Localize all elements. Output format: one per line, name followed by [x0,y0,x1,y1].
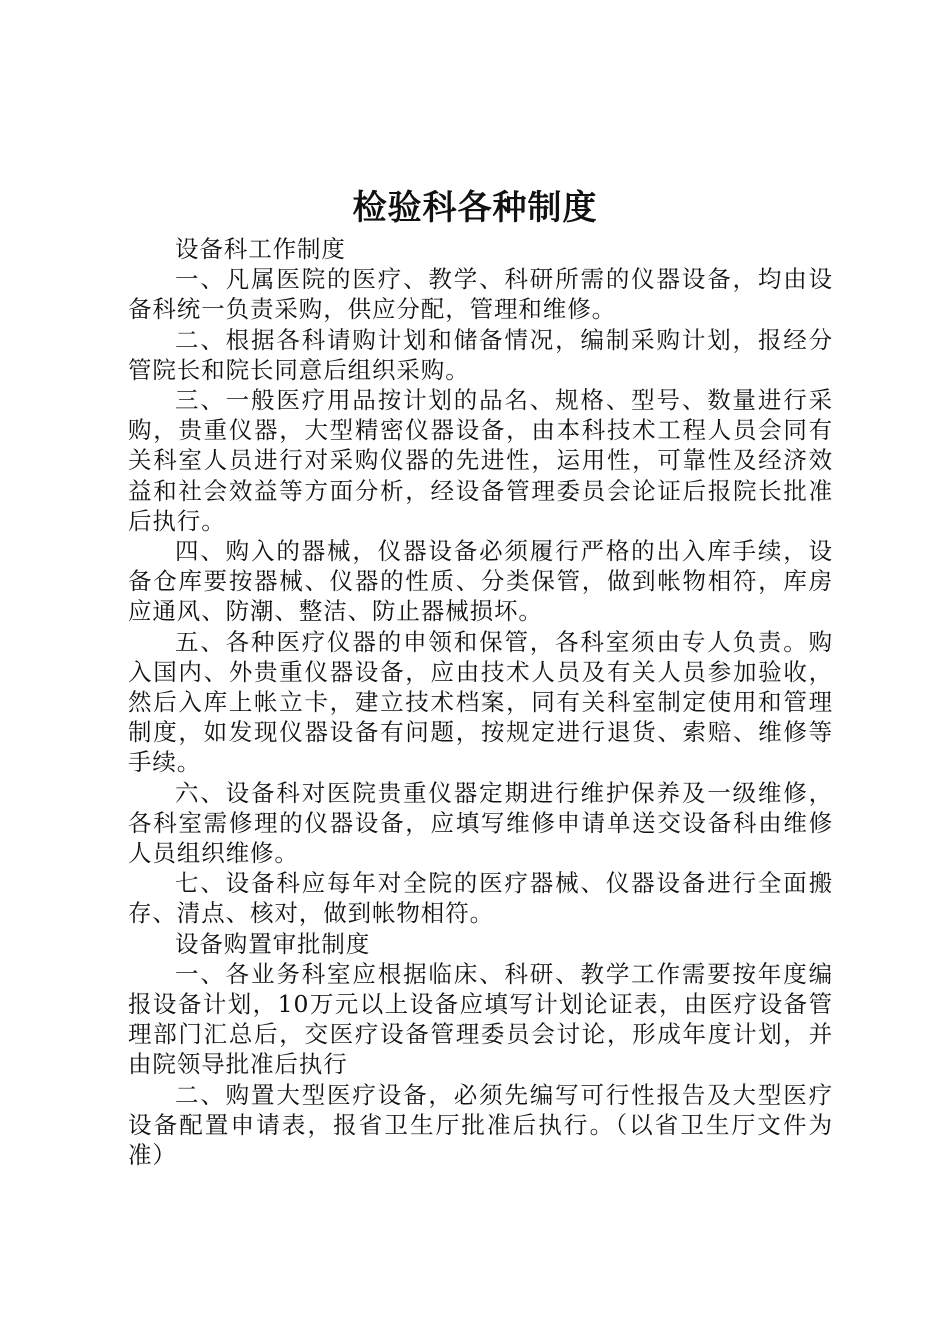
paragraph-1: 一、凡属医院的医疗、教学、科研所需的仪器设备，均由设备科统一负责采购，供应分配，管理和维修。 [128,265,833,324]
paragraph-2: 二、根据各科请购计划和储备情况，编制采购计划，报经分管院长和院长同意后组织采购。 [128,325,833,384]
document-title: 检验科各种制度 [352,188,598,228]
paragraph-3: 三、一般医疗用品按计划的品名、规格、型号、数量进行采购，贵重仪器，大型精密仪器设备，由本科技术工程人员会同有关科室人员进行对采购仪器的先进性，运用性，可靠性及经济效益和社会效益等方面分析，经设备管理委员会论证后报院长批准后执行。 [128,386,833,535]
paragraph-9: 一、各业务科室应根据临床、科研、教学工作需要按年度编报设备计划，10万元以上设备应填写计划论证表，由医疗设备管理部门汇总后，交医疗设备管理委员会讨论，形成年度计划，并由院领导批准后执行 [128,959,833,1079]
paragraph-10: 二、购置大型医疗设备，必须先编写可行性报告及大型医疗设备配置申请表，报省卫生厅批准后执行。（以省卫生厅文件为准） [128,1080,833,1170]
paragraph-4: 四、购入的器械，仪器设备必须履行严格的出入库手续，设备仓库要按器械、仪器的性质、分类保管，做到帐物相符，库房应通风、防潮、整洁、防止器械损坏。 [128,537,833,626]
document-body [128,234,833,1170]
paragraph-7: 七、设备科应每年对全院的医疗器械、仪器设备进行全面搬存、清点、核对，做到帐物相符。 [128,869,833,928]
section-heading-equipment-dept: 设备科工作制度 [175,235,346,263]
paragraph-6: 六、设备科对医院贵重仪器定期进行维护保养及一级维修，各科室需修理的仪器设备，应填写维修申请单送交设备科由维修人员组织维修。 [128,778,833,868]
paragraph-5: 五、各种医疗仪器的申领和保管，各科室须由专人负责。购入国内、外贵重仪器设备，应由技术人员及有关人员参加验收，然后入库上帐立卡，建立技术档案，同有关科室制定使用和管理制度，如发现仪器设备有问题，按规定进行退货、索赔、维修等手续。 [128,627,833,777]
section-heading-purchase-approval: 设备购置审批制度 [175,929,371,958]
